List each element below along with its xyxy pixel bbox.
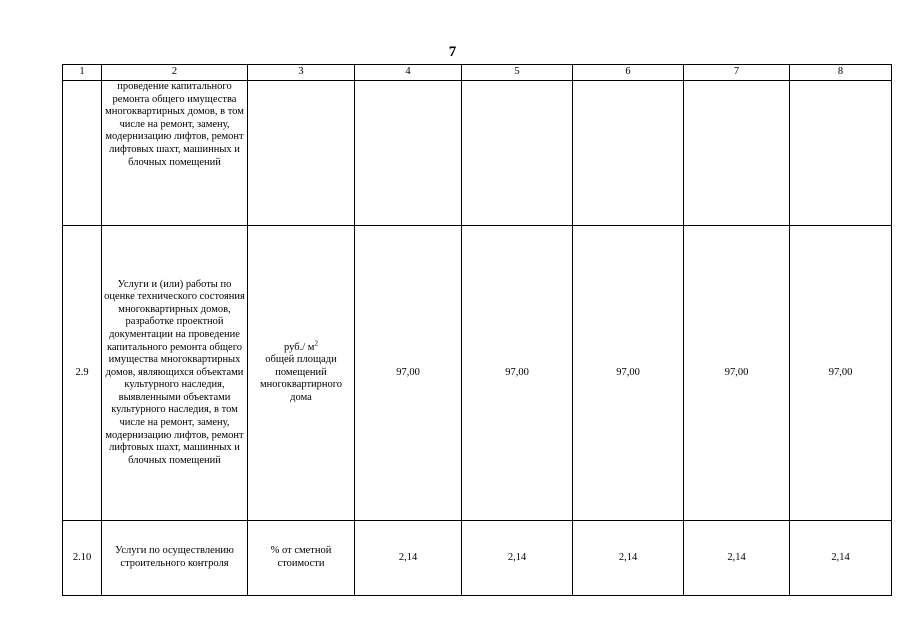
row-value: 2,14 <box>355 521 462 596</box>
row-value: 2,14 <box>790 521 892 596</box>
row-value <box>462 81 573 226</box>
column-number-row <box>63 65 892 81</box>
row-value: 2,14 <box>573 521 684 596</box>
row-value: 2,14 <box>462 521 573 596</box>
unit-superscript: 2 <box>314 339 318 348</box>
row-value: 2,14 <box>684 521 790 596</box>
column-number: 7 <box>684 65 790 81</box>
column-number: 8 <box>790 65 892 81</box>
row-value <box>355 81 462 226</box>
column-number: 6 <box>573 65 684 81</box>
column-number: 3 <box>248 65 355 81</box>
row-description: проведение капитального ремонта общего имущества многоквартирных домов, в том числе на ремонт, замену, модернизацию лифтов, ремонт лифтовых шахт, машинных и блочных помещений <box>102 81 248 226</box>
row-value: 97,00 <box>462 226 573 521</box>
row-unit <box>248 81 355 226</box>
row-number: 2.10 <box>63 521 102 596</box>
row-description: Услуги по осуществлению строительного контроля <box>102 521 248 596</box>
row-number: 2.9 <box>63 226 102 521</box>
unit-text: общей площади помещений многоквартирного дома <box>259 354 343 403</box>
row-value: 97,00 <box>573 226 684 521</box>
row-value <box>573 81 684 226</box>
row-value: 97,00 <box>684 226 790 521</box>
row-value <box>684 81 790 226</box>
row-number <box>63 81 102 226</box>
table-row <box>63 81 892 226</box>
row-unit: % от сметной стоимости <box>248 521 355 596</box>
tariff-table <box>62 64 892 596</box>
row-value <box>790 81 892 226</box>
table-row <box>63 521 892 596</box>
column-number: 5 <box>462 65 573 81</box>
unit-text: руб./ м <box>284 341 315 353</box>
row-value: 97,00 <box>790 226 892 521</box>
row-description: Услуги и (или) работы по оценке технического состояния многоквартирных домов, разработке проектной документации на проведение капитального ремонта общего имущества многоквартирных домов, являющихся объектами культурного наследия, выявленными объектами культурного наследия, в том числе на ремонт, замену, модернизацию лифтов, ремонт лифтовых шахт, машинных и блочных помещений <box>102 226 248 521</box>
row-value: 97,00 <box>355 226 462 521</box>
column-number: 4 <box>355 65 462 81</box>
column-number: 2 <box>102 65 248 81</box>
page-number: 7 <box>448 44 457 60</box>
table-row <box>63 226 892 521</box>
row-unit <box>248 226 355 521</box>
column-number: 1 <box>63 65 102 81</box>
